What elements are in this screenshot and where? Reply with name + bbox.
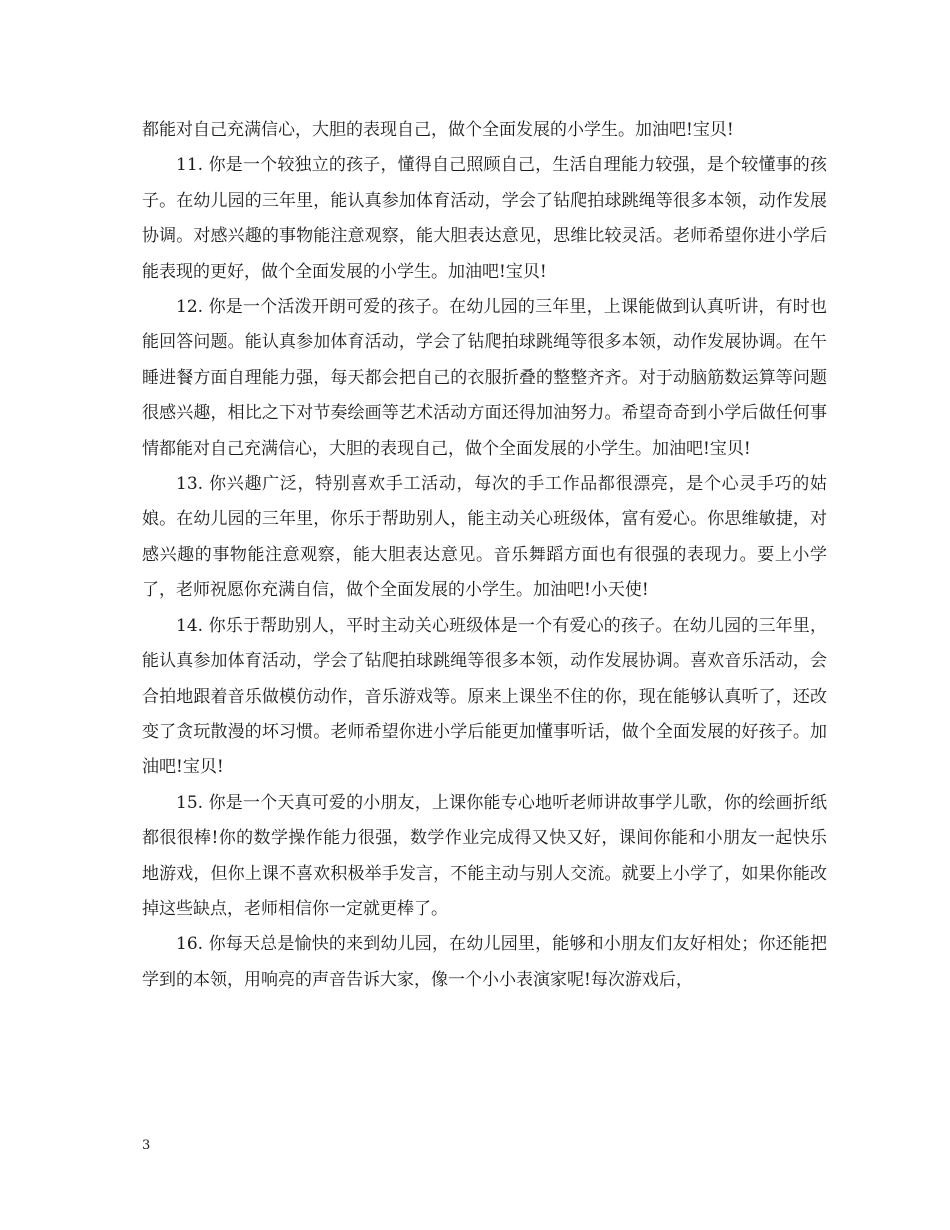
page-number: 3 xyxy=(142,1138,151,1153)
paragraph-continuation: 都能对自己充满信心，大胆的表现自己，做个全面发展的小学生。加油吧!宝贝! xyxy=(142,120,734,140)
paragraph-11: 11. 你是一个较独立的孩子，懂得自己照顾自己，生活自理能力较强，是个较懂事的孩子。在幼儿园的三年里，能认真参加体育活动，学会了钻爬拍球跳绳等很多本领，动作发展协调。对感兴趣的事物能注意观察，能大胆表达意见，思维比较灵活。老师希望你进小学后能表现的更好，做个全面发展的小学生。加油吧!宝贝! xyxy=(142,155,827,282)
paragraph-15: 15. 你是一个天真可爱的小朋友，上课你能专心地听老师讲故事学儿歌，你的绘画折纸都很很棒!你的数学操作能力很强，数学作业完成得又快又好，课间你能和小朋友一起快乐地游戏，但你上课不喜欢积极举手发言，不能主动与别人交流。就要上小学了，如果你能改掉这些缺点，老师相信你一定就更棒了。 xyxy=(142,792,827,919)
paragraph-12: 12. 你是一个活泼开朗可爱的孩子。在幼儿园的三年里，上课能做到认真听讲，有时也能回答问题。能认真参加体育活动，学会了钻爬拍球跳绳等很多本领，动作发展协调。在午睡进餐方面自理能力强，每天都会把自己的衣服折叠的整整齐齐。对于动脑筋数运算等问题很感兴趣，相比之下对节奏绘画等艺术活动方面还得加油努力。希望奇奇到小学后做任何事情都能对自己充满信心，大胆的表现自己，做个全面发展的小学生。加油吧!宝贝! xyxy=(142,297,827,459)
paragraph-16: 16. 你每天总是愉快的来到幼儿园，在幼儿园里，能够和小朋友们友好相处；你还能把学到的本领，用响亮的声音告诉大家，像一个小小表演家呢!每次游戏后， xyxy=(142,934,827,990)
paragraph-14: 14. 你乐于帮助别人，平时主动关心班级体是一个有爱心的孩子。在幼儿园的三年里，能认真参加体育活动，学会了钻爬拍球跳绳等很多本领，动作发展协调。喜欢音乐活动，会合拍地跟着音乐做模仿动作，音乐游戏等。原来上课坐不住的你，现在能够认真听了，还改变了贪玩散漫的坏习惯。老师希望你进小学后能更加懂事听话，做个全面发展的好孩子。加油吧!宝贝! xyxy=(142,615,827,778)
body-text xyxy=(142,113,827,998)
paragraph-13: 13. 你兴趣广泛，特别喜欢手工活动，每次的手工作品都很漂亮，是个心灵手巧的姑娘。在幼儿园的三年里，你乐于帮助别人，能主动关心班级体，富有爱心。你思维敏捷，对感兴趣的事物能注意观察，能大胆表达意见。音乐舞蹈方面也有很强的表现力。要上小学了，老师祝愿你充满自信，做个全面发展的小学生。加油吧!小天使! xyxy=(142,474,827,601)
